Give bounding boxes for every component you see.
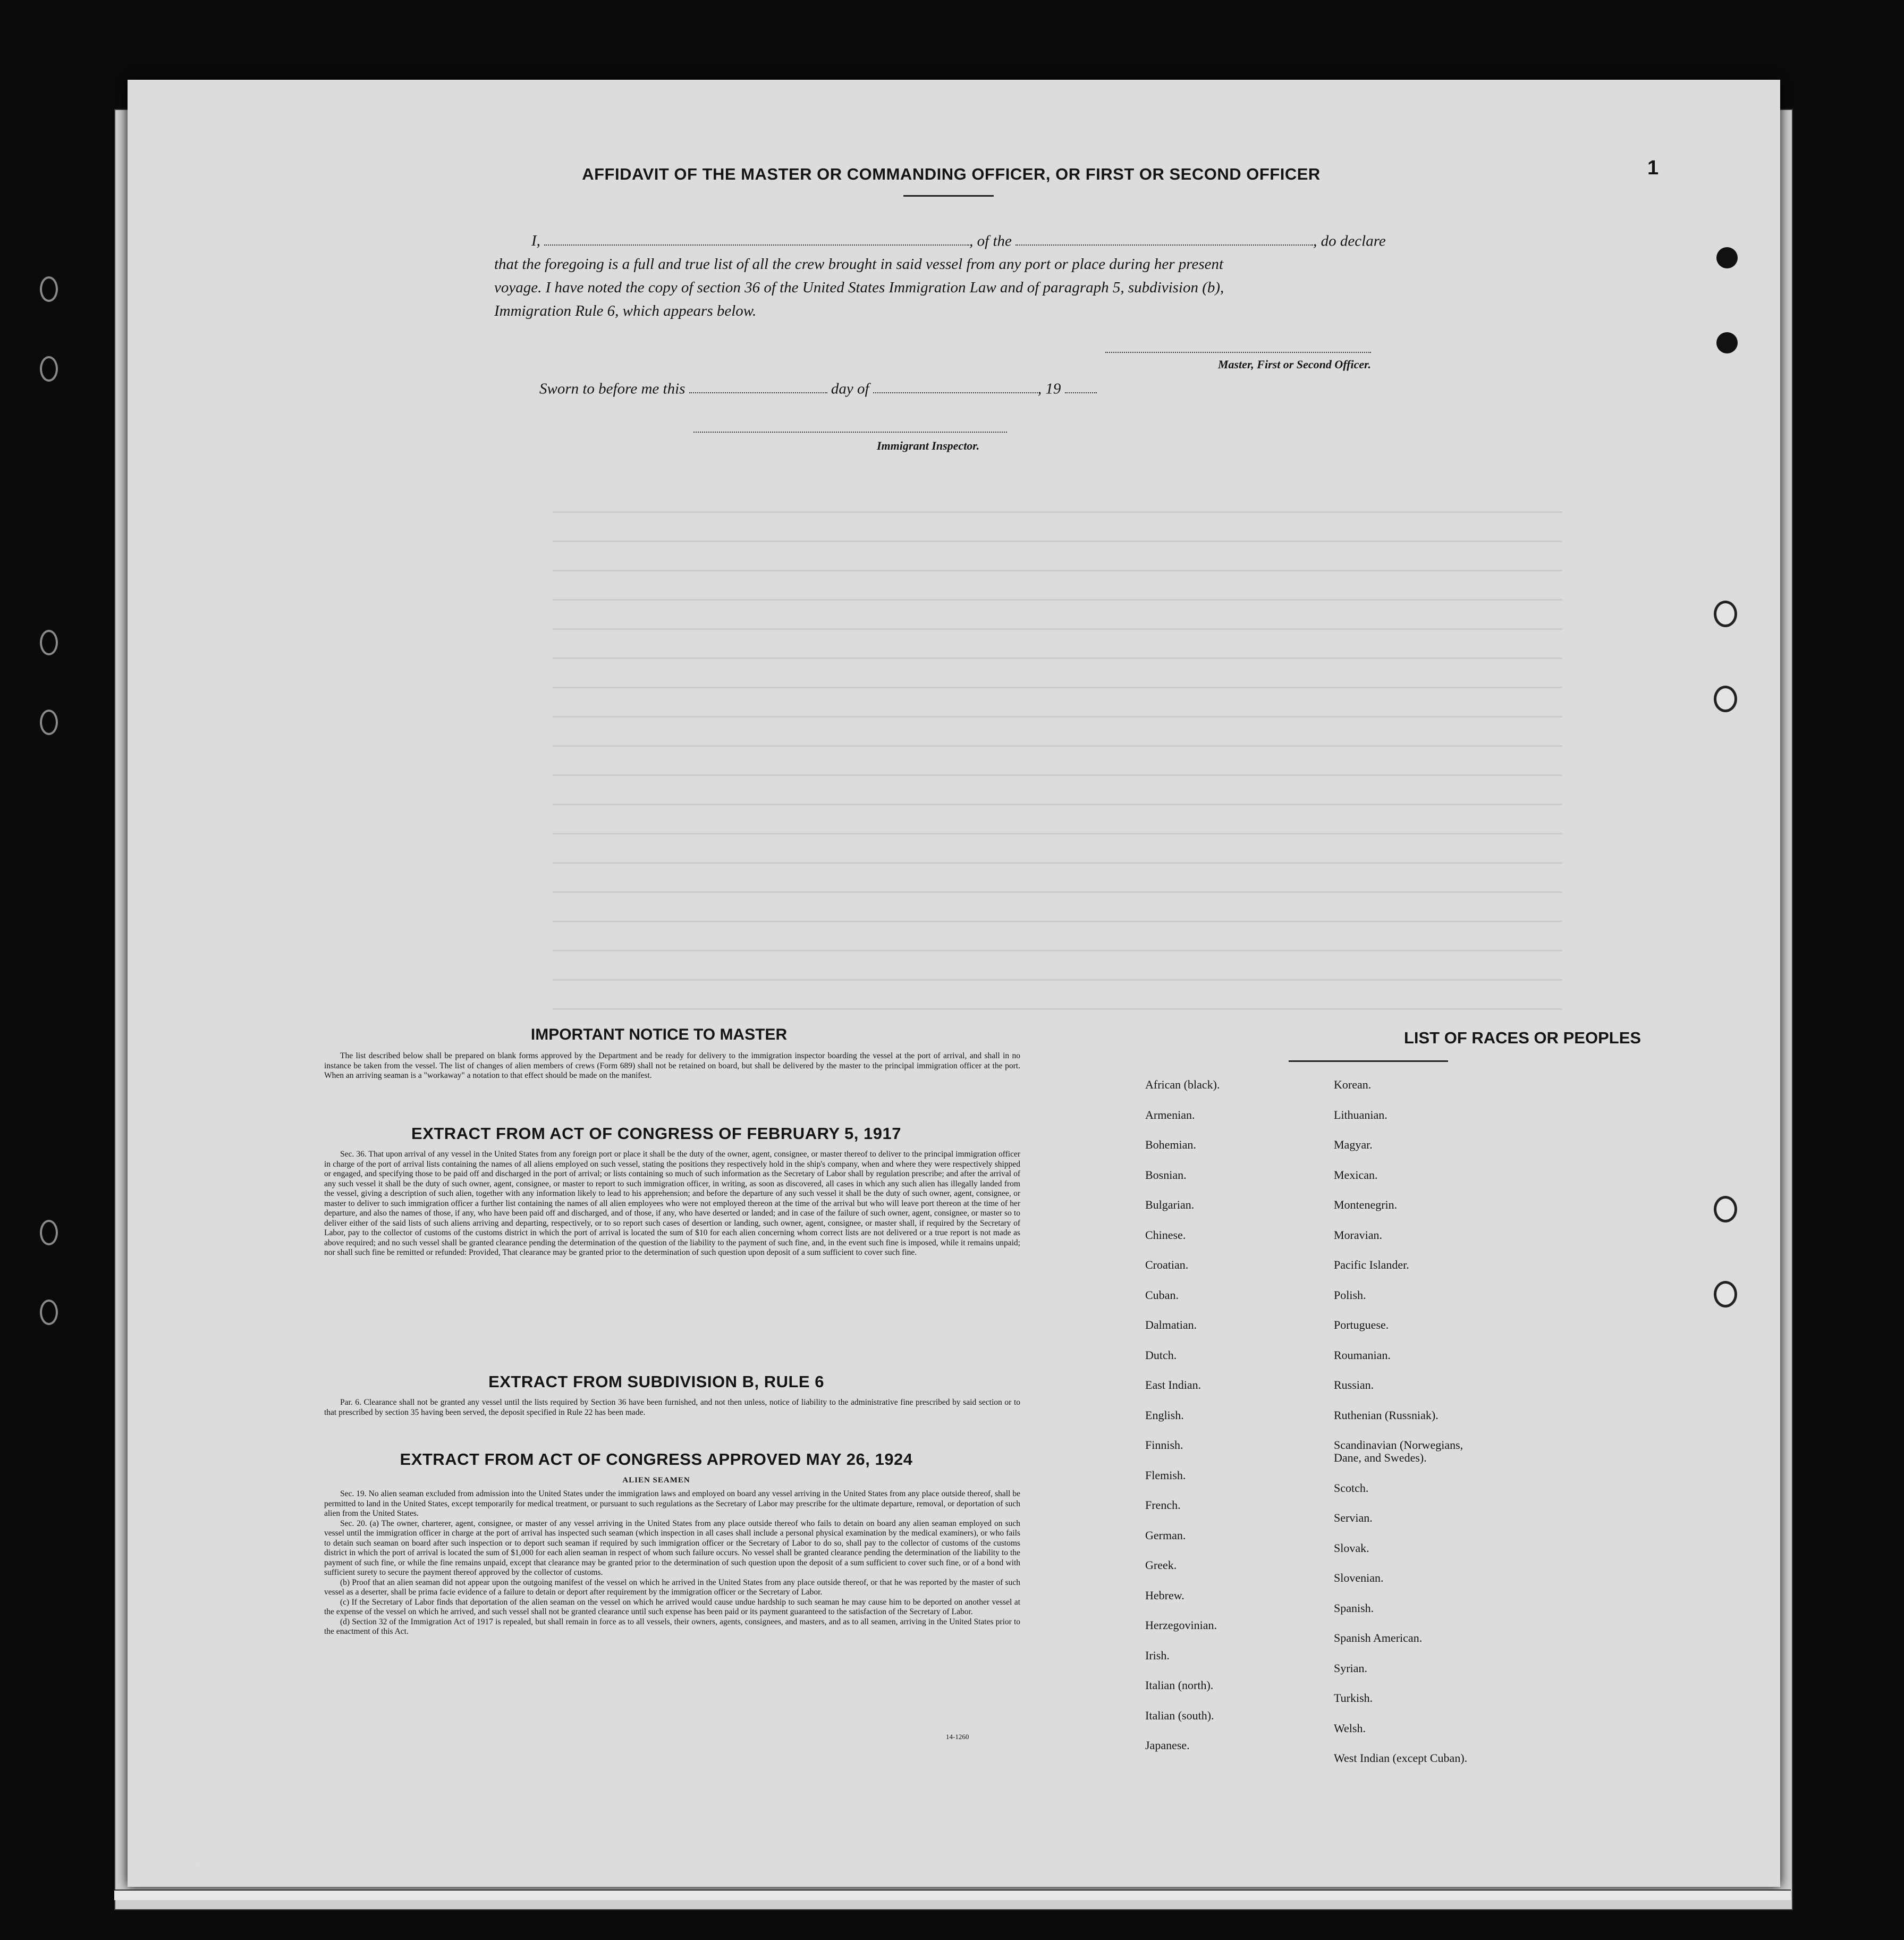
section-20c-paragraph: (c) If the Secretary of Labor finds that deportation of the alien seaman on the vessel on which he arrived would cause undue hardship to such seaman he may cause him to be deported on another vessel at the expense of the vessel on which he arrived, and such vessel shall not be granted clearance until such expense has been paid or its payment guaranteed to the satisfaction of the Secretary of Labor. bbox=[324, 1597, 1020, 1616]
punch-hole bbox=[40, 710, 58, 735]
alien-seamen-subtitle: ALIEN SEAMEN bbox=[622, 1476, 690, 1484]
punch-hole bbox=[40, 356, 58, 382]
sworn-prefix: Sworn to before me this bbox=[539, 380, 686, 398]
race-item: Welsh. bbox=[1334, 1721, 1366, 1735]
sworn-year-label: , 19 bbox=[1037, 380, 1061, 398]
race-item: Bosnian. bbox=[1145, 1168, 1187, 1182]
race-item: Dutch. bbox=[1145, 1348, 1177, 1362]
race-item: Spanish. bbox=[1334, 1601, 1374, 1615]
punch-hole bbox=[40, 630, 58, 655]
race-item: Dane, and Swedes). bbox=[1334, 1451, 1427, 1464]
race-item: Herzegovinian. bbox=[1145, 1618, 1217, 1632]
master-signature-line[interactable] bbox=[1105, 352, 1371, 353]
section-20d-paragraph: (d) Section 32 of the Immigration Act of 1917 is repealed, but shall remain in force as to all vessels, their owners, agents, consignees, and masters, and as to all seamen, arriving in the United States prior to the enactment of this Act. bbox=[324, 1617, 1020, 1636]
notice-body bbox=[324, 1051, 1020, 1081]
inspector-label: Immigrant Inspector. bbox=[877, 439, 980, 452]
affidavit-page bbox=[128, 80, 1780, 1887]
sworn-day-of-label: day of bbox=[831, 380, 869, 398]
race-item: Italian (north). bbox=[1145, 1678, 1214, 1692]
race-item: Mexican. bbox=[1334, 1168, 1378, 1182]
race-item: Scandinavian (Norwegians, bbox=[1334, 1438, 1463, 1452]
race-item: Italian (south). bbox=[1145, 1708, 1214, 1722]
extract-1924-title: EXTRACT FROM ACT OF CONGRESS APPROVED MAY 26, 1924 bbox=[400, 1450, 913, 1469]
race-item: Pacific Islander. bbox=[1334, 1258, 1409, 1271]
race-item: Bulgarian. bbox=[1145, 1198, 1195, 1211]
race-item: Hebrew. bbox=[1145, 1588, 1184, 1602]
race-item: Montenegrin. bbox=[1334, 1198, 1398, 1211]
sworn-year-field[interactable] bbox=[1065, 376, 1097, 393]
races-divider bbox=[1289, 1060, 1448, 1062]
race-item: Chinese. bbox=[1145, 1228, 1186, 1242]
race-item: Syrian. bbox=[1334, 1661, 1367, 1675]
of-the-label: , of the bbox=[969, 232, 1012, 250]
notice-paragraph: The list described below shall be prepared on blank forms approved by the Department and be ready for delivery to the immigration inspector boarding the vessel at the port of arrival, and shall in no instance be taken from the vessel. The list of changes of alien members of crews (Form 689) shall not be retained on board, but shall be delivered by the master to the principal immigration officer at the port. When an arriving seaman is a "workaway" a notation to that effect should be made on the manifest. bbox=[324, 1051, 1020, 1080]
extract-1924-body bbox=[324, 1489, 1020, 1637]
punch-hole bbox=[40, 1300, 58, 1325]
race-item: Servian. bbox=[1334, 1511, 1373, 1524]
race-item: Moravian. bbox=[1334, 1228, 1383, 1242]
section-20a-paragraph: Sec. 20. (a) The owner, charterer, agent, consignee, or master of any vessel arriving in the United States from any place outside thereof who fails to detain on board any alien seaman employed on such vessel until the immigration officer in charge at the port of arrival has inspected such seaman (which inspection in all cases shall include a personal physical examination by the medical examiners), or who fails to detain such seaman on board after such inspection or to deport such seaman if required by such immigration officer or the Secretary of Labor to do so, shall pay to the collector of customs of the customs district in which the port of arrival is located the sum of $1,000 for each alien seaman in respect of whom such failure occurs. No vessel shall be granted clearance pending the determination of the liability to the payment of such fine, or while the fine remains unpaid, except that clearance may be granted prior to the determination of such question upon the deposit of a sum sufficient to cover such fine, or of a bond with sufficient surety to secure the payment thereof approved by the collector of customs. bbox=[324, 1519, 1020, 1577]
notice-title: IMPORTANT NOTICE TO MASTER bbox=[530, 1026, 788, 1043]
race-item: Slovak. bbox=[1334, 1541, 1369, 1555]
punch-hole bbox=[40, 276, 58, 302]
race-item: East Indian. bbox=[1145, 1378, 1201, 1391]
title-divider bbox=[903, 195, 994, 197]
punch-hole bbox=[1714, 686, 1737, 712]
race-item: Armenian. bbox=[1145, 1108, 1195, 1121]
race-item: West Indian (except Cuban). bbox=[1334, 1751, 1468, 1765]
declarant-name-field[interactable] bbox=[544, 229, 969, 246]
local-agents-number: 14-1260 bbox=[159, 1870, 183, 1878]
race-item: Polish. bbox=[1334, 1288, 1366, 1302]
bleed-through-ghost bbox=[553, 484, 1562, 1068]
punch-hole bbox=[1714, 1281, 1737, 1308]
race-item: Magyar. bbox=[1334, 1138, 1373, 1151]
sworn-line bbox=[539, 376, 1336, 400]
race-item: Flemish. bbox=[1145, 1468, 1186, 1482]
race-item: Greek. bbox=[1145, 1558, 1177, 1572]
page-mark: 1 bbox=[1647, 157, 1659, 179]
punch-hole bbox=[1714, 1196, 1737, 1222]
extract-rule6-title: EXTRACT FROM SUBDIVISION B, RULE 6 bbox=[488, 1372, 824, 1391]
race-item: Russian. bbox=[1334, 1378, 1374, 1391]
vessel-name-field[interactable] bbox=[1016, 229, 1313, 246]
race-item: Korean. bbox=[1334, 1078, 1372, 1091]
affidavit-body bbox=[494, 229, 1472, 323]
affidavit-title: AFFIDAVIT OF THE MASTER OR COMMANDING OFFICER, OR FIRST OR SECOND OFFICER bbox=[582, 165, 1321, 183]
race-item: French. bbox=[1145, 1498, 1181, 1512]
race-item: English. bbox=[1145, 1408, 1184, 1422]
race-item: Turkish. bbox=[1334, 1691, 1373, 1705]
punch-hole bbox=[1714, 601, 1737, 627]
race-item: Dalmatian. bbox=[1145, 1318, 1197, 1331]
affidavit-line-2: that the foregoing is a full and true list of all the crew brought in said vessel from any port or place during her present bbox=[494, 256, 1224, 273]
declare-label: , do declare bbox=[1313, 232, 1386, 250]
race-item: Roumanian. bbox=[1334, 1348, 1391, 1362]
extract-rule6-body bbox=[324, 1398, 1020, 1418]
race-item: German. bbox=[1145, 1528, 1186, 1542]
affidavit-line-1 bbox=[494, 229, 1472, 252]
bottom-sheet-strip bbox=[114, 1890, 1791, 1900]
affidavit-line-3: voyage. I have noted the copy of section 36 of the United States Immigration Law and of paragraph 5, subdivision (b), bbox=[494, 279, 1224, 297]
extract-rule6-paragraph: Par. 6. Clearance shall not be granted any vessel until the lists required by Section 36 have been furnished, and not then unless, notice of liability to the administrative fine prescribed by said section or to that prescribed by section 35 having been served, the deposit specified in Rule 22 has been made. bbox=[324, 1398, 1020, 1417]
extract-1917-body bbox=[324, 1150, 1020, 1258]
section-20b-paragraph: (b) Proof that an alien seaman did not appear upon the outgoing manifest of the vessel on which he arrived in the United States from any place outside thereof, or that he was reported by the master of such vessel as a deserter, shall be prima facie evidence of a failure to detain or deport after requirement by the immigration officer or the Secretary of Labor. bbox=[324, 1578, 1020, 1597]
race-item: Bohemian. bbox=[1145, 1138, 1196, 1151]
race-item: Japanese. bbox=[1145, 1739, 1190, 1752]
race-item: Lithuanian. bbox=[1334, 1108, 1387, 1121]
race-item: Slovenian. bbox=[1334, 1571, 1384, 1584]
race-item: Ruthenian (Russniak). bbox=[1334, 1408, 1438, 1422]
extract-1917-paragraph: Sec. 36. That upon arrival of any vessel in the United States from any foreign port or place it shall be the duty of the owner, agent, consignee, or master thereof to deliver to the principal immigration officer in charge of the port of arrival lists containing the names of all aliens employed on such vessel, stating the positions they respectively hold in the ship's company, when and where they were respectively shipped or engaged, and specifying those to be paid off and discharged in the port of arrival; or lists containing so much of such information as the Secretary of Labor shall by regulation prescribe; and after the arrival of any such vessel it shall be the duty of such owner, agent, consignee, or master to report to such immigration officer, in writing, as soon as discovered, all cases in which any such alien has illegally landed from the vessel, giving a description of such alien, together with any information likely to lead to his apprehension; and before the departure of any such vessel it shall be the duty of such owner, agent, consignee, or master to deliver to such immigration officer a further list containing the names of all alien employees who were not employed thereon at the time of the arrival but who will leave port thereon at the time of her departure, and also the names of those, if any, who have been paid off and discharged, and of those, if any, who have deserted or landed; and in case of the failure of such owner, agent, consignee, or master so to deliver either of the said lists of such aliens arriving and departing, respectively, or to so report such cases of desertion or landing, such owner, agent, consignee, or master shall, if required by the Secretary of Labor, pay to the collector of customs of the customs district in which the port of arrival is located the sum of $10 for each alien concerning whom correct lists are not delivered or a true report is not made as above required; and no such vessel shall be granted clearance pending the determination of the question of the liability to the payment of such fine, and, in the event such fine is imposed, while it remains unpaid; nor shall such fine be remitted or refunded: Provided, That clearance may be granted prior to the determination of such question upon deposit of a sum sufficient to cover such fine. bbox=[324, 1150, 1020, 1257]
master-signature-label: Master, First or Second Officer. bbox=[1217, 358, 1371, 371]
sworn-month-field[interactable] bbox=[873, 376, 1038, 393]
affidavit-line-4: Immigration Rule 6, which appears below. bbox=[494, 302, 757, 320]
race-item: Irish. bbox=[1145, 1648, 1170, 1662]
race-item: Finnish. bbox=[1145, 1438, 1183, 1452]
race-item: Portuguese. bbox=[1334, 1318, 1389, 1331]
punch-hole bbox=[40, 1220, 58, 1245]
race-item: African (black). bbox=[1145, 1078, 1220, 1091]
inspector-signature-line[interactable] bbox=[693, 432, 1007, 433]
extract-1917-title: EXTRACT FROM ACT OF CONGRESS OF FEBRUARY 5, 1917 bbox=[411, 1124, 901, 1143]
form-number: 14-1260 bbox=[946, 1733, 969, 1741]
sworn-day-field[interactable] bbox=[689, 376, 827, 393]
race-item: Croatian. bbox=[1145, 1258, 1189, 1271]
section-19-paragraph: Sec. 19. No alien seaman excluded from admission into the United States under the immigration laws and employed on board any vessel arriving in the United States from any place outside thereof, shall be permitted to land in the United States, except temporarily for medical treatment, or pursuant to such regulations as the Secretary of Labor may prescribe for the ultimate departure, removal, or deportation of such alien from the United States. bbox=[324, 1489, 1020, 1518]
declarant-label: I, bbox=[531, 232, 540, 250]
local-agents-label: Local Agents bbox=[159, 1859, 207, 1868]
punch-hole bbox=[1716, 332, 1738, 353]
punch-hole bbox=[1716, 247, 1738, 268]
race-item: Cuban. bbox=[1145, 1288, 1179, 1302]
race-item: Scotch. bbox=[1334, 1481, 1369, 1495]
races-title: LIST OF RACES OR PEOPLES bbox=[1403, 1028, 1641, 1047]
race-item: Spanish American. bbox=[1334, 1631, 1423, 1644]
